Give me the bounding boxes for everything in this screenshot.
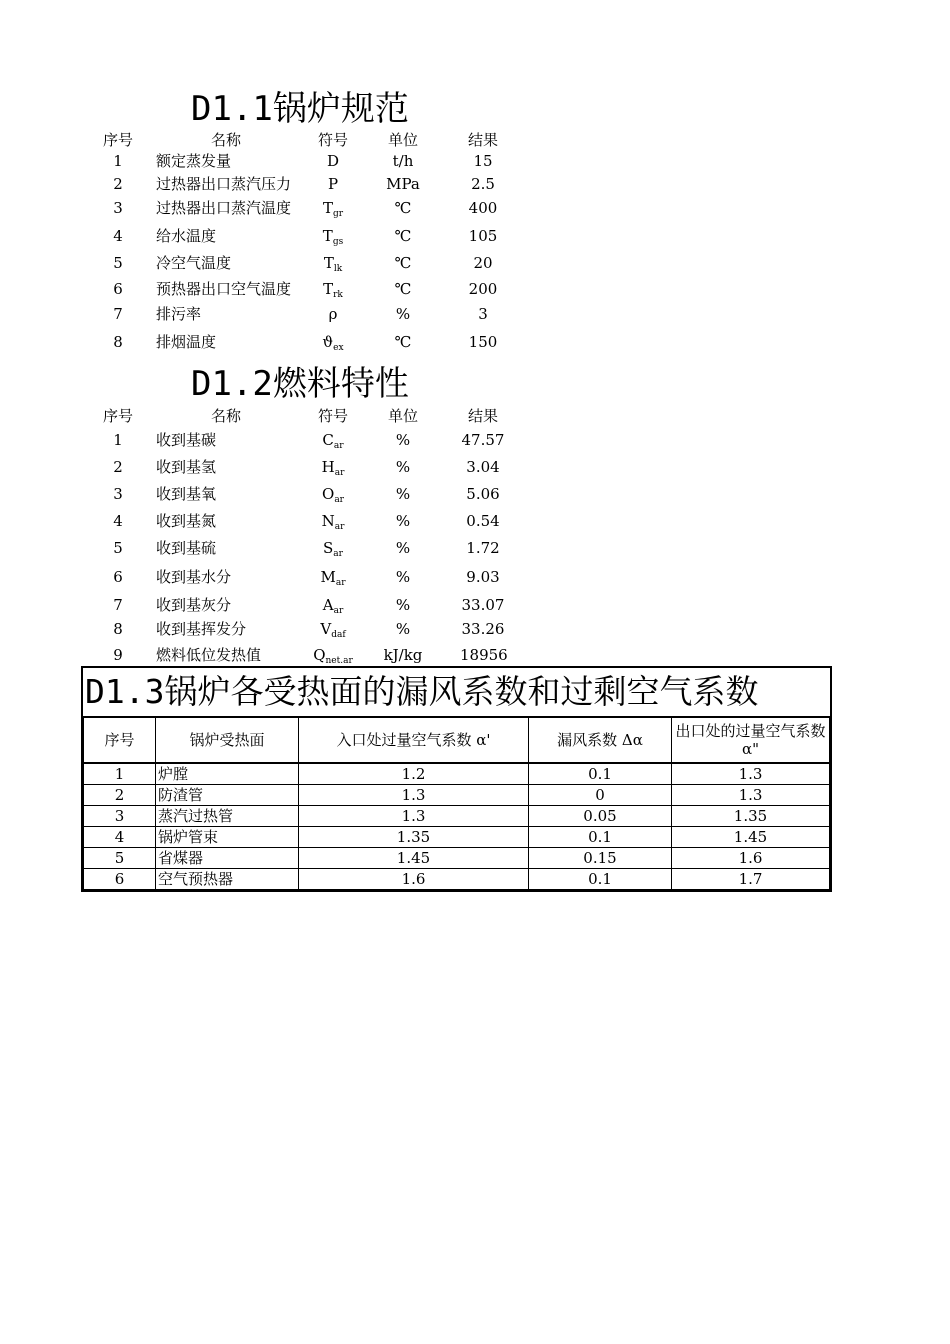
row-leak: 0.1 bbox=[529, 763, 672, 785]
row-name: 收到基水分 bbox=[156, 568, 232, 586]
row-unit: MPa bbox=[386, 175, 420, 193]
row-name: 冷空气温度 bbox=[156, 254, 232, 272]
symbol-main: T bbox=[322, 199, 333, 217]
row-result: 5.06 bbox=[466, 485, 500, 503]
table-row bbox=[84, 827, 830, 848]
row-unit: % bbox=[395, 512, 411, 530]
row-result: 47.57 bbox=[461, 431, 505, 449]
header-index: 序号 bbox=[102, 131, 133, 149]
symbol-main: D bbox=[326, 152, 340, 170]
row-index: 2 bbox=[113, 175, 123, 193]
row-result: 15 bbox=[473, 152, 493, 170]
row-unit: ℃ bbox=[394, 333, 412, 351]
row-result: 150 bbox=[468, 333, 498, 351]
header-unit: 单位 bbox=[387, 407, 418, 425]
row-surface: 锅炉管束 bbox=[156, 827, 299, 848]
row-result: 33.07 bbox=[461, 596, 505, 614]
table-row bbox=[84, 806, 830, 827]
row-symbol bbox=[313, 196, 353, 226]
row-name: 排烟温度 bbox=[156, 333, 217, 351]
row-surface: 空气预热器 bbox=[156, 869, 299, 890]
row-index: 1 bbox=[84, 763, 156, 785]
row-result: 200 bbox=[468, 280, 498, 298]
symbol-subscript: ar bbox=[334, 468, 345, 478]
row-leak: 0.1 bbox=[529, 827, 672, 848]
row-name: 收到基硫 bbox=[156, 539, 217, 557]
row-result: 20 bbox=[473, 254, 493, 272]
row-index: 5 bbox=[113, 254, 123, 272]
row-index: 8 bbox=[113, 333, 123, 351]
header-result: 结果 bbox=[467, 407, 498, 425]
header-inlet-coefficient: 入口处过量空气系数 α' bbox=[299, 718, 529, 764]
row-result: 105 bbox=[468, 227, 498, 245]
row-index: 9 bbox=[113, 646, 123, 664]
row-outlet: 1.45 bbox=[672, 827, 830, 848]
row-index: 2 bbox=[113, 458, 123, 476]
symbol-main: M bbox=[320, 568, 336, 586]
symbol-main: S bbox=[323, 539, 334, 557]
row-symbol bbox=[313, 536, 353, 566]
row-name: 收到基氮 bbox=[156, 512, 217, 530]
row-unit: % bbox=[395, 539, 411, 557]
row-name: 排污率 bbox=[156, 305, 202, 323]
symbol-subscript: ex bbox=[333, 343, 344, 353]
row-name: 收到基灰分 bbox=[156, 596, 232, 614]
symbol-main: N bbox=[321, 512, 335, 530]
row-index: 1 bbox=[113, 152, 123, 170]
symbol-main: T bbox=[322, 227, 333, 245]
row-unit: kJ/kg bbox=[383, 646, 423, 664]
section3-table bbox=[81, 666, 832, 892]
table-row bbox=[84, 848, 830, 869]
row-index: 2 bbox=[84, 785, 156, 806]
table-row bbox=[84, 763, 830, 785]
row-inlet: 1.2 bbox=[299, 763, 529, 785]
row-index: 3 bbox=[84, 806, 156, 827]
row-name: 燃料低位发热值 bbox=[156, 646, 262, 664]
header-leak-coefficient: 漏风系数 Δα bbox=[529, 718, 672, 764]
row-unit: ℃ bbox=[394, 227, 412, 245]
row-outlet: 1.3 bbox=[672, 785, 830, 806]
row-name: 过热器出口蒸汽压力 bbox=[156, 175, 292, 193]
symbol-subscript: ar bbox=[333, 606, 344, 616]
row-inlet: 1.3 bbox=[299, 806, 529, 827]
row-result: 3 bbox=[478, 305, 488, 323]
row-index: 7 bbox=[113, 596, 123, 614]
row-name: 额定蒸发量 bbox=[156, 152, 232, 170]
row-index: 6 bbox=[84, 869, 156, 890]
symbol-main: Q bbox=[313, 646, 326, 664]
row-symbol bbox=[313, 224, 353, 254]
row-symbol bbox=[313, 330, 353, 360]
symbol-main: ρ bbox=[328, 305, 338, 323]
section2-title: D1.2燃料特性 bbox=[191, 364, 409, 404]
row-name: 收到基氢 bbox=[156, 458, 217, 476]
symbol-main: T bbox=[323, 280, 334, 298]
row-name: 收到基挥发分 bbox=[156, 620, 247, 638]
row-name: 收到基碳 bbox=[156, 431, 217, 449]
leakage-table bbox=[83, 717, 830, 890]
symbol-subscript: gr bbox=[332, 209, 344, 219]
row-unit: % bbox=[395, 620, 411, 638]
row-inlet: 1.45 bbox=[299, 848, 529, 869]
row-name: 收到基氧 bbox=[156, 485, 217, 503]
row-result: 33.26 bbox=[461, 620, 505, 638]
row-index: 6 bbox=[113, 568, 123, 586]
symbol-main: A bbox=[322, 596, 334, 614]
symbol-subscript: ar bbox=[333, 549, 343, 559]
row-unit: ℃ bbox=[394, 254, 412, 272]
table-row bbox=[84, 785, 830, 806]
symbol-subscript: lk bbox=[333, 264, 343, 274]
row-result: 400 bbox=[468, 199, 498, 217]
symbol-subscript: rk bbox=[333, 290, 343, 300]
symbol-main: O bbox=[322, 485, 335, 503]
section3-title: D1.3锅炉各受热面的漏风系数和过剩空气系数 bbox=[83, 668, 830, 717]
row-result: 1.72 bbox=[466, 539, 500, 557]
table-row bbox=[84, 869, 830, 890]
symbol-subscript: net.ar bbox=[325, 656, 353, 666]
row-index: 1 bbox=[113, 431, 123, 449]
row-surface: 蒸汽过热管 bbox=[156, 806, 299, 827]
row-index: 4 bbox=[113, 227, 123, 245]
symbol-main: C bbox=[322, 431, 334, 449]
row-unit: % bbox=[395, 485, 411, 503]
row-result: 3.04 bbox=[466, 458, 500, 476]
row-name: 给水温度 bbox=[156, 227, 217, 245]
row-symbol bbox=[313, 455, 353, 485]
row-result: 2.5 bbox=[471, 175, 495, 193]
row-index: 5 bbox=[113, 539, 123, 557]
row-index: 6 bbox=[113, 280, 123, 298]
row-outlet: 1.6 bbox=[672, 848, 830, 869]
header-name: 名称 bbox=[210, 407, 241, 425]
row-outlet: 1.35 bbox=[672, 806, 830, 827]
row-index: 8 bbox=[113, 620, 123, 638]
symbol-main: P bbox=[327, 175, 339, 193]
row-name: 过热器出口蒸汽温度 bbox=[156, 199, 292, 217]
row-symbol bbox=[313, 302, 353, 332]
header-surface: 锅炉受热面 bbox=[156, 718, 299, 764]
section1-title: D1.1锅炉规范 bbox=[191, 89, 409, 129]
symbol-subscript: gs bbox=[332, 237, 344, 247]
row-inlet: 1.35 bbox=[299, 827, 529, 848]
row-unit: ℃ bbox=[394, 199, 412, 217]
row-leak: 0 bbox=[529, 785, 672, 806]
row-symbol bbox=[313, 509, 353, 539]
row-outlet: 1.3 bbox=[672, 763, 830, 785]
header-name: 名称 bbox=[210, 131, 241, 149]
header-unit: 单位 bbox=[387, 131, 418, 149]
row-index: 5 bbox=[84, 848, 156, 869]
row-index: 7 bbox=[113, 305, 123, 323]
row-result: 18956 bbox=[460, 646, 508, 664]
symbol-main: T bbox=[323, 254, 334, 272]
row-inlet: 1.6 bbox=[299, 869, 529, 890]
row-unit: % bbox=[395, 431, 411, 449]
section3-header bbox=[84, 718, 830, 764]
row-result: 0.54 bbox=[466, 512, 500, 530]
row-leak: 0.05 bbox=[529, 806, 672, 827]
row-index: 4 bbox=[84, 827, 156, 848]
symbol-subscript: ar bbox=[334, 495, 344, 505]
row-symbol bbox=[313, 482, 353, 512]
row-unit: % bbox=[395, 568, 411, 586]
row-symbol bbox=[313, 428, 353, 458]
row-leak: 0.1 bbox=[529, 869, 672, 890]
row-outlet: 1.7 bbox=[672, 869, 830, 890]
row-index: 3 bbox=[113, 199, 123, 217]
row-surface: 防渣管 bbox=[156, 785, 299, 806]
header-index: 序号 bbox=[84, 718, 156, 764]
symbol-main: V bbox=[320, 620, 332, 638]
symbol-subscript: ar bbox=[333, 441, 344, 451]
symbol-main: H bbox=[321, 458, 335, 476]
row-unit: ℃ bbox=[394, 280, 412, 298]
row-index: 3 bbox=[113, 485, 123, 503]
symbol-subscript: ar bbox=[335, 578, 346, 588]
row-inlet: 1.3 bbox=[299, 785, 529, 806]
row-unit: t/h bbox=[392, 152, 414, 170]
symbol-subscript: ar bbox=[334, 522, 345, 532]
header-outlet-coefficient: 出口处的过量空气系数 α" bbox=[672, 718, 830, 764]
header-result: 结果 bbox=[467, 131, 498, 149]
row-surface: 炉膛 bbox=[156, 763, 299, 785]
row-unit: % bbox=[395, 305, 411, 323]
row-index: 4 bbox=[113, 512, 123, 530]
row-symbol bbox=[313, 565, 353, 595]
row-name: 预热器出口空气温度 bbox=[156, 280, 292, 298]
row-surface: 省煤器 bbox=[156, 848, 299, 869]
row-unit: % bbox=[395, 458, 411, 476]
row-leak: 0.15 bbox=[529, 848, 672, 869]
header-symbol: 符号 bbox=[317, 407, 348, 425]
header-symbol: 符号 bbox=[317, 131, 348, 149]
row-unit: % bbox=[395, 596, 411, 614]
header-index: 序号 bbox=[102, 407, 133, 425]
row-result: 9.03 bbox=[466, 568, 500, 586]
symbol-main: ϑ bbox=[322, 333, 334, 351]
symbol-subscript: daf bbox=[331, 630, 346, 640]
